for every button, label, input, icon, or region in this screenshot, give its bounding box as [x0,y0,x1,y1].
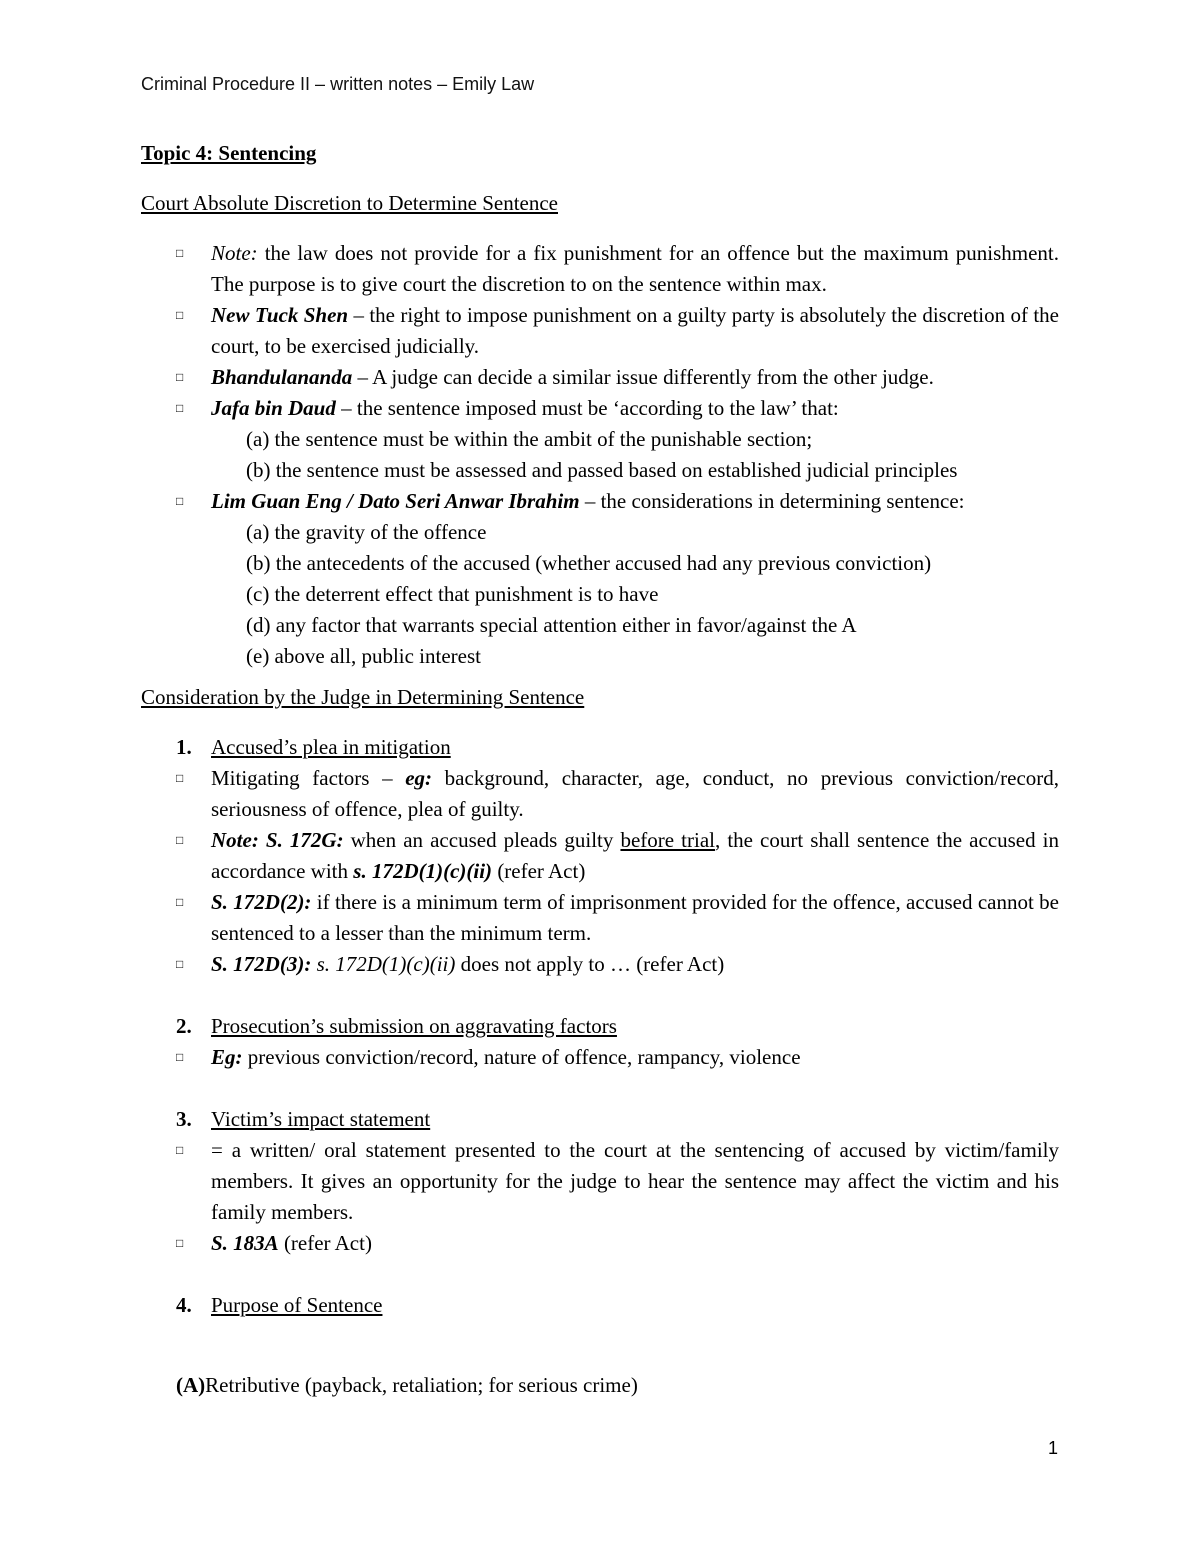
sub-item: (e) above all, public interest [246,644,481,668]
sub-item: (a) the gravity of the offence [246,520,487,544]
retributive-item: (A)Retributive (payback, retaliation; for serious crime) [176,1373,638,1397]
sub-item: (a) the sentence must be within the ambit of the punishable section; [246,427,813,451]
section-heading-consideration: Consideration by the Judge in Determining Sentence [141,685,585,709]
list-item: □ Lim Guan Eng / Dato Seri Anwar Ibrahim – the considerations in determining sentence: [141,486,1059,517]
page-number: 1 [1048,1438,1059,1458]
sub-item: (c) the deterrent effect that punishment is to have [246,582,659,606]
sub-item: (b) the antecedents of the accused (whether accused had any previous conviction) [246,551,932,575]
list-item: □ Note: the law does not provide for a fix punishment for an offence but the maximum punishment. The purpose is to give court the discretion to on the sentence within max. [141,238,1059,300]
list-item: □ Note: S. 172G: when an accused pleads guilty before trial, the court shall sentence the accused in accordance with s. 172D(1)(c)(ii) (refer Act) [141,825,1059,887]
list-item: □ Jafa bin Daud – the sentence imposed must be ‘according to the law’ that: [141,393,1059,424]
section-heading-discretion: Court Absolute Discretion to Determine Sentence [141,191,558,215]
list-item: □ New Tuck Shen – the right to impose punishment on a guilty party is absolutely the discretion of the court, to be exercised judicially. [141,300,1059,362]
list-item: □ S. 172D(3): s. 172D(1)(c)(ii) does not apply to … (refer Act) [141,949,1059,980]
list-item: □ Eg: previous conviction/record, nature of offence, rampancy, violence [141,1042,1059,1073]
document-body [141,138,1059,1401]
numbered-item-3: 3. Victim’s impact statement [176,1107,431,1131]
topic-title: Topic 4: Sentencing [141,141,317,165]
list-item: □ Mitigating factors – eg: background, character, age, conduct, no previous conviction/record, seriousness of offence, plea of guilty. [141,763,1059,825]
list-item: □ S. 172D(2): if there is a minimum term of imprisonment provided for the offence, accused cannot be sentenced to a lesser than the minimum term. [141,887,1059,949]
numbered-item-4: 4. Purpose of Sentence [176,1293,383,1317]
sub-item: (b) the sentence must be assessed and passed based on established judicial principles [246,458,958,482]
page-header: Criminal Procedure II – written notes – Emily Law [141,74,535,94]
list-item: □ = a written/ oral statement presented to the court at the sentencing of accused by victim/family members. It gives an opportunity for the judge to hear the sentence may affect the victim and his family members. [141,1135,1059,1228]
numbered-item-2: 2. Prosecution’s submission on aggravating factors [176,1014,617,1038]
numbered-item-1: 1. Accused’s plea in mitigation [176,735,451,759]
sub-item: (d) any factor that warrants special attention either in favor/against the A [246,613,857,637]
list-item: □ S. 183A (refer Act) [141,1228,1059,1259]
discretion-bullet-list [141,238,1059,424]
list-item: □ Bhandulananda – A judge can decide a similar issue differently from the other judge. [141,362,1059,393]
